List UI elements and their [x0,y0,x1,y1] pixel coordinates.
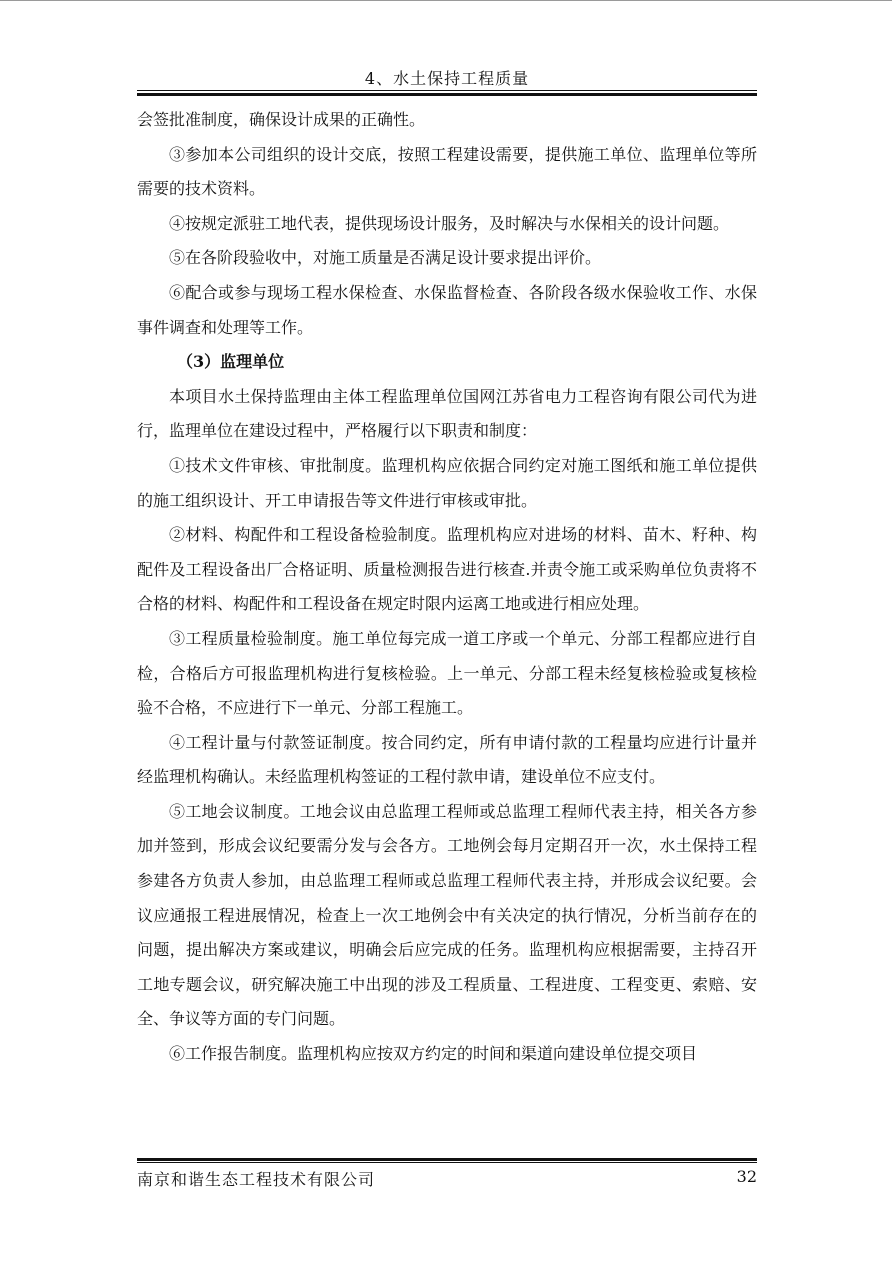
footer-company-name: 南京和谐生态工程技术有限公司 [137,1170,376,1189]
header-thick-rule [137,93,757,96]
paragraph-supervision-item-6: ⑥工作报告制度。监理机构应按双方约定的时间和渠道向建设单位提交项目 [169,1044,698,1064]
paragraph-supervision-item-2: ②材料、构配件和工程设备检验制度。监理机构应对进场的材料、苗木、籽种、构配件及工程设备出厂合格证明、质量检测报告进行核查.并责令施工或采购单位负责将不合格的材料、构配件和工程设备在规定时限内运离工地或进行相应处理。 [137,525,757,614]
page-top-border [0,0,892,1]
paragraph-supervision-item-3: ③工程质量检验制度。施工单位每完成一道工序或一个单元、分部工程都应进行自检，合格后方可报监理机构进行复核检验。上一单元、分部工程未经复核检验或复核检验不合格，不应进行下一单元、分部工程施工。 [137,628,757,718]
paragraph-design-item-3: ③参加本公司组织的设计交底，按照工程建设需要，提供施工单位、监理单位等所需要的技术资料。 [137,144,757,199]
section-heading-supervision: （3）监理单位 [177,352,285,372]
paragraph-supervision-intro: 本项目水土保持监理由主体工程监理单位国网江苏省电力工程咨询有限公司代为进行，监理单位在建设过程中，严格履行以下职责和制度： [137,386,757,441]
running-header-title: 4、水土保持工程质量 [364,69,530,88]
paragraph-continuation: 会签批准制度，确保设计成果的正确性。 [137,110,426,129]
paragraph-design-item-4: ④按规定派驻工地代表，提供现场设计服务，及时解决与水保相关的设计问题。 [169,213,730,233]
footer-thick-rule [137,1158,757,1161]
paragraph-design-item-5: ⑤在各阶段验收中，对施工质量是否满足设计要求提出评价。 [169,248,602,268]
body-text [137,103,757,1072]
footer-page-number: 32 [736,1167,757,1186]
paragraph-design-item-6: ⑥配合或参与现场工程水保检查、水保监督检查、各阶段各级水保验收工作、水保事件调查和处理等工作。 [137,282,757,337]
header-thin-rule [137,90,757,91]
paragraph-supervision-item-5: ⑤工地会议制度。工地会议由总监理工程师或总监理工程师代表主持，相关各方参加并签到，形成会议纪要需分发与会各方。工地例会每月定期召开一次，水土保持工程参建各方负责人参加，由总监理工程师或总监理工程师代表主持，并形成会议纪要。会议应通报工程进展情况，检查上一次工地例会中有关决定的执行情况，分析当前存在的问题，提出解决方案或建议，明确会后应完成的任务。监理机构应根据需要，主持召开工地专题会议，研究解决施工中出现的涉及工程质量、工程进度、工程变更、索赔、安全、争议等方面的专门问题。 [137,801,757,1029]
paragraph-supervision-item-1: ①技术文件审核、审批制度。监理机构应依据合同约定对施工图纸和施工单位提供的施工组织设计、开工申请报告等文件进行审核或审批。 [137,455,757,510]
footer-thin-rule [137,1162,757,1163]
paragraph-supervision-item-4: ④工程计量与付款签证制度。按合同约定，所有申请付款的工程量均应进行计量并经监理机构确认。未经监理机构签证的工程付款申请，建设单位不应支付。 [137,732,757,787]
